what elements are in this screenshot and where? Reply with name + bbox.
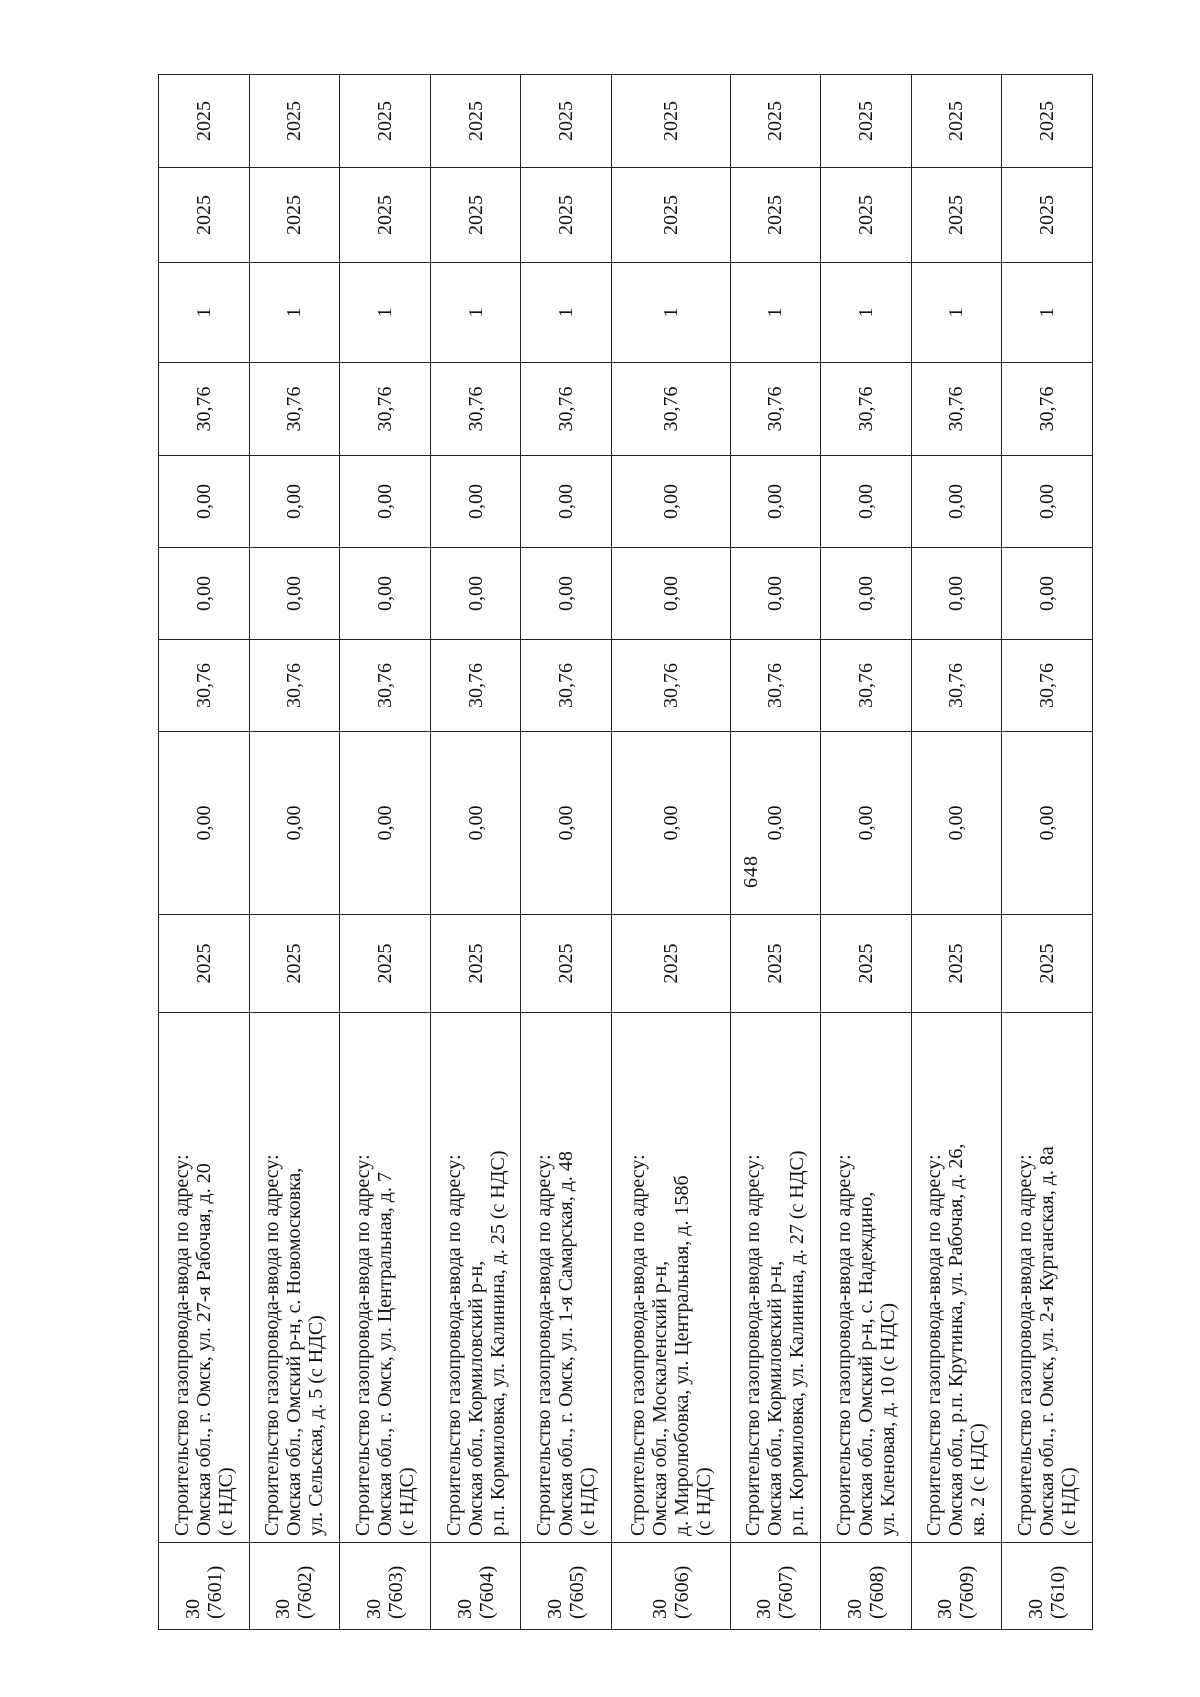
year-b-cell: 2025 [521, 168, 612, 263]
value-4-cell: 0,00 [340, 456, 431, 548]
year-b-cell: 2025 [730, 168, 821, 263]
project-code-cell [249, 1543, 340, 1630]
rotated-table-wrapper [158, 75, 1093, 1630]
value-1-cell: 0,00 [249, 732, 340, 915]
start-year-cell: 2025 [821, 915, 912, 1013]
project-description-cell [430, 1013, 521, 1543]
year-b-cell: 2025 [911, 168, 1002, 263]
description-line: Строительство газопровода-ввода по адресу: [626, 1154, 649, 1536]
value-3-cell: 0,00 [1002, 548, 1093, 640]
table-row [430, 75, 521, 1630]
project-code-cell [911, 1543, 1002, 1630]
table-row [611, 75, 730, 1630]
value-1-cell: 0,00 [730, 732, 821, 915]
investment-table [158, 74, 1093, 1630]
value-4-cell: 0,00 [521, 456, 612, 548]
description-line: Омская обл., г. Омск, ул. Центральная, д. 7 [373, 1172, 396, 1536]
quantity-cell: 1 [821, 263, 912, 363]
description-line: Строительство газопровода-ввода по адресу: [1014, 1154, 1037, 1536]
quantity-cell: 1 [430, 263, 521, 363]
code-group: 30 [453, 1599, 476, 1619]
year-c-cell: 2025 [340, 75, 431, 168]
code-number: (7609) [956, 1565, 979, 1619]
value-2-cell: 30,76 [611, 640, 730, 732]
quantity-cell: 1 [249, 263, 340, 363]
project-description-cell [911, 1013, 1002, 1543]
project-code-cell [821, 1543, 912, 1630]
description-line: р.п. Кормиловка, ул. Калинина, д. 27 (с НДС) [786, 1150, 809, 1536]
description-line: Омская обл., г. Омск, ул. 2-я Курганская, д. 8а [1036, 1146, 1059, 1536]
start-year-cell: 2025 [911, 915, 1002, 1013]
description-line: (с НДС) [577, 1467, 600, 1536]
project-code-cell [430, 1543, 521, 1630]
description-line: Омская обл., р.п. Крутинка, ул. Рабочая, д. 26, [945, 1143, 968, 1536]
description-line: Строительство газопровода-ввода по адресу: [832, 1154, 855, 1536]
code-group: 30 [753, 1599, 776, 1619]
description-line: (с НДС) [1058, 1467, 1081, 1536]
table-row [821, 75, 912, 1630]
project-code-cell [159, 1543, 250, 1630]
value-3-cell: 0,00 [911, 548, 1002, 640]
value-5-cell: 30,76 [340, 363, 431, 456]
table-row [159, 75, 250, 1630]
value-3-cell: 0,00 [821, 548, 912, 640]
code-group: 30 [648, 1599, 671, 1619]
project-description-cell [730, 1013, 821, 1543]
quantity-cell: 1 [911, 263, 1002, 363]
code-number: (7602) [294, 1565, 317, 1619]
value-2-cell: 30,76 [821, 640, 912, 732]
code-group: 30 [843, 1599, 866, 1619]
table-body [159, 75, 1093, 1630]
start-year-cell: 2025 [159, 915, 250, 1013]
value-3-cell: 0,00 [730, 548, 821, 640]
project-description-cell [159, 1013, 250, 1543]
description-line: кв. 2 (с НДС) [967, 1423, 990, 1536]
description-line: Омская обл., г. Омск, ул. 27-я Рабочая, д. 20 [192, 1163, 215, 1536]
value-5-cell: 30,76 [911, 363, 1002, 456]
code-number: (7608) [865, 1565, 888, 1619]
project-description-cell [340, 1013, 431, 1543]
table-row [340, 75, 431, 1630]
code-number: (7601) [203, 1565, 226, 1619]
code-number: (7607) [775, 1565, 798, 1619]
description-line: ул. Сельская, д. 5 (с НДС) [305, 1315, 328, 1536]
year-b-cell: 2025 [821, 168, 912, 263]
description-line: ул. Кленовая, д. 10 (с НДС) [876, 1302, 899, 1536]
code-number: (7605) [566, 1565, 589, 1619]
description-line: Строительство газопровода-ввода по адресу: [442, 1154, 465, 1536]
value-2-cell: 30,76 [159, 640, 250, 732]
project-description-cell [1002, 1013, 1093, 1543]
description-line: (с НДС) [395, 1467, 418, 1536]
start-year-cell: 2025 [249, 915, 340, 1013]
year-c-cell: 2025 [821, 75, 912, 168]
value-4-cell: 0,00 [911, 456, 1002, 548]
value-1-cell: 0,00 [821, 732, 912, 915]
description-line: Омская обл., Омский р-н, с. Новомосковка, [283, 1167, 306, 1536]
description-line: Омская обл., Кормиловский р-н, [464, 1260, 487, 1536]
description-line: Строительство газопровода-ввода по адресу: [351, 1154, 374, 1536]
year-b-cell: 2025 [340, 168, 431, 263]
quantity-cell: 1 [340, 263, 431, 363]
description-line: р.п. Кормиловка, ул. Калинина, д. 25 (с НДС) [486, 1150, 509, 1536]
value-1-cell: 0,00 [159, 732, 250, 915]
project-description-cell [611, 1013, 730, 1543]
code-group: 30 [362, 1599, 385, 1619]
quantity-cell: 1 [1002, 263, 1093, 363]
table-row [249, 75, 340, 1630]
quantity-cell: 1 [521, 263, 612, 363]
year-c-cell: 2025 [911, 75, 1002, 168]
project-code-cell [1002, 1543, 1093, 1630]
year-b-cell: 2025 [249, 168, 340, 263]
description-line: Строительство газопровода-ввода по адресу: [923, 1154, 946, 1536]
project-description-cell [249, 1013, 340, 1543]
quantity-cell: 1 [159, 263, 250, 363]
table-row [1002, 75, 1093, 1630]
value-3-cell: 0,00 [521, 548, 612, 640]
year-c-cell: 2025 [249, 75, 340, 168]
value-4-cell: 0,00 [1002, 456, 1093, 548]
value-5-cell: 30,76 [821, 363, 912, 456]
value-5-cell: 30,76 [1002, 363, 1093, 456]
year-b-cell: 2025 [1002, 168, 1093, 263]
code-group: 30 [934, 1599, 957, 1619]
description-line: Строительство газопровода-ввода по адресу: [742, 1154, 765, 1536]
value-2-cell: 30,76 [430, 640, 521, 732]
quantity-cell: 1 [730, 263, 821, 363]
start-year-cell: 2025 [521, 915, 612, 1013]
value-3-cell: 0,00 [611, 548, 730, 640]
start-year-cell: 2025 [611, 915, 730, 1013]
project-code-cell [611, 1543, 730, 1630]
value-5-cell: 30,76 [521, 363, 612, 456]
value-2-cell: 30,76 [521, 640, 612, 732]
project-code-cell [340, 1543, 431, 1630]
value-1-cell: 0,00 [911, 732, 1002, 915]
value-2-cell: 30,76 [249, 640, 340, 732]
code-number: (7606) [670, 1565, 693, 1619]
value-5-cell: 30,76 [249, 363, 340, 456]
start-year-cell: 2025 [340, 915, 431, 1013]
project-code-cell [521, 1543, 612, 1630]
description-line: Строительство газопровода-ввода по адресу: [261, 1154, 284, 1536]
year-c-cell: 2025 [1002, 75, 1093, 168]
value-3-cell: 0,00 [249, 548, 340, 640]
code-number: (7603) [384, 1565, 407, 1619]
value-3-cell: 0,00 [340, 548, 431, 640]
code-group: 30 [1025, 1599, 1048, 1619]
value-4-cell: 0,00 [821, 456, 912, 548]
start-year-cell: 2025 [730, 915, 821, 1013]
value-3-cell: 0,00 [430, 548, 521, 640]
year-c-cell: 2025 [159, 75, 250, 168]
project-description-cell [821, 1013, 912, 1543]
description-line: д. Миролюбовка, ул. Центральная, д. 158б [670, 1175, 693, 1536]
project-description-cell [521, 1013, 612, 1543]
description-line: (с НДС) [692, 1467, 715, 1536]
value-1-cell: 0,00 [611, 732, 730, 915]
value-2-cell: 30,76 [911, 640, 1002, 732]
value-5-cell: 30,76 [730, 363, 821, 456]
code-number: (7610) [1047, 1565, 1070, 1619]
table-row [521, 75, 612, 1630]
year-b-cell: 2025 [611, 168, 730, 263]
code-group: 30 [544, 1599, 567, 1619]
value-4-cell: 0,00 [611, 456, 730, 548]
value-1-cell: 0,00 [521, 732, 612, 915]
code-number: (7604) [475, 1565, 498, 1619]
start-year-cell: 2025 [1002, 915, 1093, 1013]
value-4-cell: 0,00 [430, 456, 521, 548]
description-line: Омская обл., г. Омск, ул. 1-я Самарская, д. 48 [555, 1151, 578, 1536]
description-line: Строительство газопровода-ввода по адресу: [533, 1154, 556, 1536]
value-4-cell: 0,00 [159, 456, 250, 548]
value-5-cell: 30,76 [430, 363, 521, 456]
description-line: (с НДС) [214, 1467, 237, 1536]
value-5-cell: 30,76 [611, 363, 730, 456]
year-b-cell: 2025 [430, 168, 521, 263]
year-c-cell: 2025 [730, 75, 821, 168]
value-2-cell: 30,76 [340, 640, 431, 732]
year-b-cell: 2025 [159, 168, 250, 263]
year-c-cell: 2025 [430, 75, 521, 168]
page-number: 648 [740, 855, 762, 888]
description-line: Строительство газопровода-ввода по адресу: [170, 1154, 193, 1536]
value-1-cell: 0,00 [340, 732, 431, 915]
start-year-cell: 2025 [430, 915, 521, 1013]
project-code-cell [730, 1543, 821, 1630]
value-4-cell: 0,00 [249, 456, 340, 548]
value-3-cell: 0,00 [159, 548, 250, 640]
value-2-cell: 30,76 [730, 640, 821, 732]
description-line: Омская обл., Москаленский р-н, [648, 1260, 671, 1536]
value-4-cell: 0,00 [730, 456, 821, 548]
value-2-cell: 30,76 [1002, 640, 1093, 732]
value-5-cell: 30,76 [159, 363, 250, 456]
year-c-cell: 2025 [521, 75, 612, 168]
quantity-cell: 1 [611, 263, 730, 363]
table-row [730, 75, 821, 1630]
table-row [911, 75, 1002, 1630]
value-1-cell: 0,00 [430, 732, 521, 915]
description-line: Омская обл., Кормиловский р-н, [764, 1260, 787, 1536]
code-group: 30 [272, 1599, 295, 1619]
description-line: Омская обл., Омский р-н, с. Надеждино, [854, 1191, 877, 1536]
code-group: 30 [181, 1599, 204, 1619]
year-c-cell: 2025 [611, 75, 730, 168]
value-1-cell: 0,00 [1002, 732, 1093, 915]
